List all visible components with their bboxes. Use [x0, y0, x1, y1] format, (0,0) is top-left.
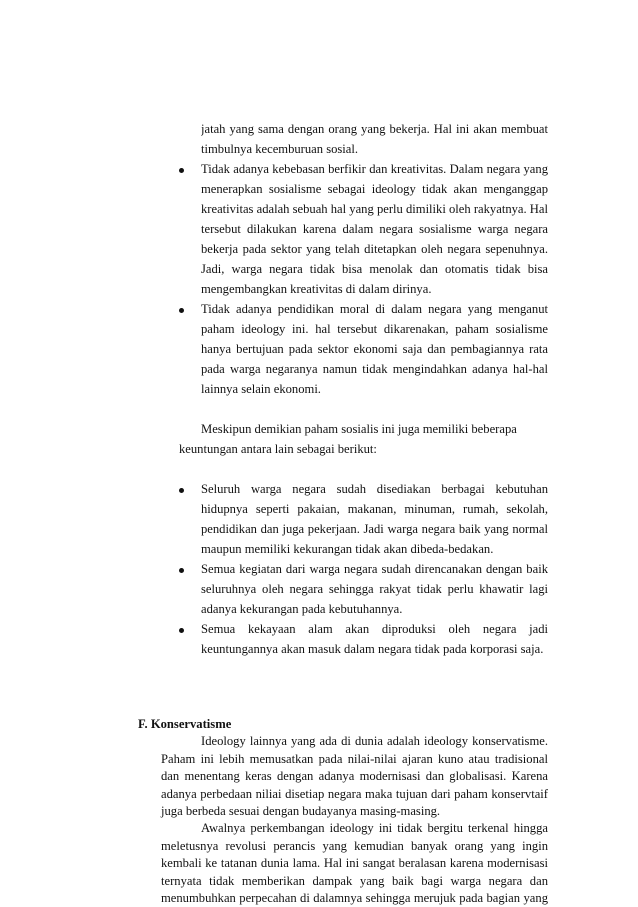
paragraph-line: Awalnya perkembangan ideology ini tidak bergitu terkenal hingga: [201, 821, 548, 836]
list-item-line: Jadi, warga negara tidak bisa menolak dan otomatis tidak bisa: [201, 262, 548, 276]
list-item-line: Tidak adanya kebebasan berfikir dan kreativitas. Dalam negara yang: [201, 162, 548, 176]
list-item-line: paham ideology ini. hal tersebut dikarenakan, paham sosialisme: [201, 322, 548, 336]
paragraph-line: Meskipun demikian paham sosialis ini juga memiliki beberapa: [201, 422, 517, 436]
bullet-icon: [179, 568, 184, 573]
paragraph-line: kembali ke tatanan dunia lama. Hal ini sangat beralasan karena modernisasi: [161, 856, 548, 871]
list-item-line: hanya bertujuan pada sektor ekonomi saja dan pembagiannya rata: [201, 342, 548, 356]
section-heading: F. Konservatisme: [138, 717, 232, 731]
continuation-line: jatah yang sama dengan orang yang bekerja. Hal ini akan membuat: [201, 122, 548, 136]
list-item-line: Seluruh warga negara sudah disediakan berbagai kebutuhan: [201, 482, 548, 496]
list-item-line: adanya kekurangan pada kebutuhannya.: [201, 602, 403, 616]
list-item-line: kreativitas adalah sebuah hal yang perlu dimiliki oleh rakyatnya. Hal: [201, 202, 548, 216]
paragraph-line: menumbuhkan perpecahan di dalamnya sehingga merujuk pada bagian yang: [161, 891, 548, 905]
list-item-line: pada warga negaranya namun tidak mengindahkan adanya hal-hal: [201, 362, 548, 376]
paragraph-line: Ideology lainnya yang ada di dunia adalah ideology konservatisme.: [201, 734, 548, 749]
list-item-line: Tidak adanya pendidikan moral di dalam negara yang menganut: [201, 302, 548, 316]
paragraph-line: juga berbeda sesuai dengan budayanya masing-masing.: [161, 804, 441, 818]
paragraph-line: Paham ini lebih memusatkan pada nilai-nilai ajaran kuno atau tradisional: [161, 751, 548, 766]
list-item-line: mengembangkan kreativitas di dalam dirinya.: [201, 282, 432, 296]
paragraph-line: adanya perbedaan niliai disetiap negara maka tujuan dari paham konservtaif: [161, 786, 548, 801]
list-item-line: pendidikan dan juga pekerjaan. Jadi warga negara baik yang normal: [201, 522, 548, 536]
list-item-line: tersebut dilakukan karena dalam negara sosialisme warga negara: [201, 222, 548, 236]
list-item-line: menerapkan sosialisme sebagai ideology tidak akan menganggap: [201, 182, 548, 196]
continuation-line: timbulnya kecemburuan sosial.: [201, 142, 359, 156]
list-item-line: bekerja pada sektor yang telah ditetapkan oleh negara sepenuhnya.: [201, 242, 548, 256]
bullet-icon: [179, 628, 184, 633]
bullet-icon: [179, 308, 184, 313]
list-item-line: hidupnya seperti pakaian, makanan, minuman, rumah, sekolah,: [201, 502, 548, 516]
paragraph-line: dan menentang keras dengan adanya modernisasi dan globalisasi. Karena: [161, 769, 548, 784]
bullet-icon: [179, 168, 184, 173]
paragraph-line: keuntungan antara lain sebagai berikut:: [179, 442, 377, 456]
paragraph-line: ternyata tidak memberikan dampak yang baik bagi warga negara dan: [161, 873, 548, 888]
list-item-line: Semua kekayaan alam akan diproduksi oleh negara jadi: [201, 622, 548, 636]
list-item-line: maupun memiliki kekurangan tidak akan dibeda-bedakan.: [201, 542, 494, 556]
list-item-line: lainnya selain ekonomi.: [201, 382, 321, 396]
list-item-line: keuntungannya akan masuk dalam negara tidak pada korporasi saja.: [201, 642, 544, 656]
list-item-line: Semua kegiatan dari warga negara sudah direncanakan dengan baik: [201, 562, 548, 576]
bullet-icon: [179, 488, 184, 493]
list-item-line: seluruhnya oleh negara sehingga rakyat tidak perlu khawatir lagi: [201, 582, 548, 596]
paragraph-line: meletusnya revolusi perancis yang kemudian banyak orang yang ingin: [161, 838, 548, 853]
